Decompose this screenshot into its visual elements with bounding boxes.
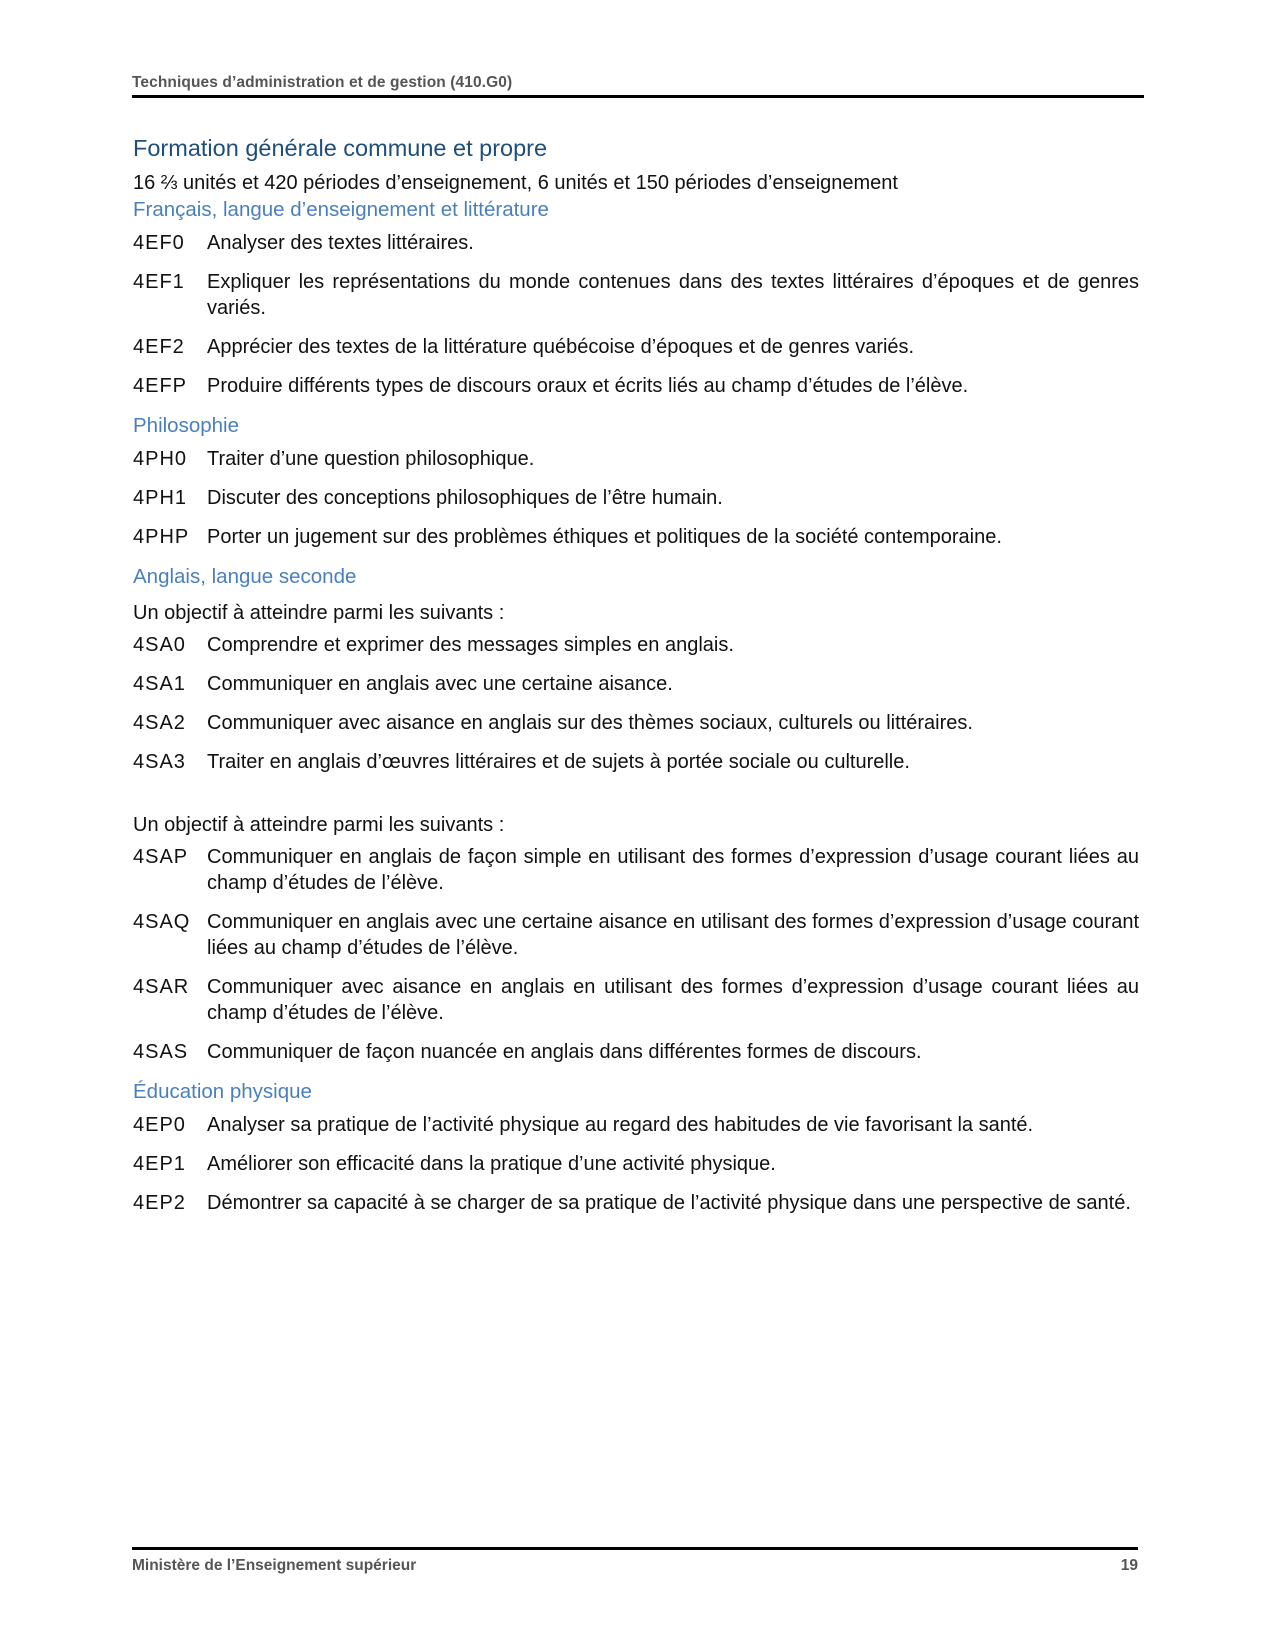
course-code: 4EF1 [133, 271, 185, 293]
course-list-anglais-2 [133, 844, 1139, 1065]
page-content [133, 132, 1139, 1229]
course-text: Améliorer son efficacité dans la pratique d’une activité physique. [207, 1153, 776, 1175]
course-code: 4SAR [133, 976, 190, 998]
section-title-education-physique: Éducation physique [133, 1080, 312, 1103]
course-item [133, 1151, 1139, 1177]
course-item [133, 1112, 1139, 1138]
page-number: 19 [1120, 1557, 1138, 1574]
course-text: Démontrer sa capacité à se charger de sa pratique de l’activité physique dans une perspective de santé. [207, 1192, 1131, 1214]
course-code: 4PH0 [133, 448, 188, 470]
main-title: Formation générale commune et propre [133, 135, 548, 161]
course-item [133, 909, 1139, 961]
course-list-education-physique [133, 1112, 1139, 1216]
course-item [133, 974, 1139, 1026]
course-code: 4SA0 [133, 634, 186, 656]
course-text: Communiquer avec aisance en anglais sur des thèmes sociaux, culturels ou littéraires. [207, 712, 973, 734]
section-philosophie [133, 412, 1139, 550]
course-text: Apprécier des textes de la littérature québécoise d’époques et de genres variés. [207, 336, 915, 358]
section-education-physique [133, 1078, 1139, 1216]
course-text: Communiquer en anglais de façon simple en utilisant des formes d’expression d’usage courant liées au champ d’études de l’élève. [207, 846, 1139, 894]
course-code: 4EP0 [133, 1114, 186, 1136]
units-summary: 16 ⅔ unités et 420 périodes d’enseignement, 6 unités et 150 périodes d’enseignement [133, 172, 898, 194]
course-text: Analyser sa pratique de l’activité physique au regard des habitudes de vie favorisant la santé. [207, 1114, 1034, 1136]
course-code: 4EFP [133, 375, 188, 397]
course-code: 4SA3 [133, 751, 186, 773]
course-code: 4SAS [133, 1041, 189, 1063]
course-code: 4PH1 [133, 487, 188, 509]
course-item [133, 1039, 1139, 1065]
course-text: Comprendre et exprimer des messages simples en anglais. [207, 634, 734, 656]
course-item [133, 632, 1139, 658]
header-rule [132, 95, 1144, 98]
course-list-francais [133, 230, 1139, 399]
section-title-francais: Français, langue d’enseignement et littérature [133, 198, 549, 221]
course-text: Produire différents types de discours oraux et écrits liés au champ d’études de l’élève. [207, 375, 969, 397]
course-list-philosophie [133, 446, 1139, 550]
course-text: Traiter en anglais d’œuvres littéraires et de sujets à portée sociale ou culturelle. [207, 751, 910, 773]
course-code: 4SAP [133, 846, 189, 868]
course-text: Communiquer en anglais avec une certaine aisance. [207, 673, 673, 695]
section-title-anglais: Anglais, langue seconde [133, 565, 357, 588]
footer-row [132, 1557, 1138, 1575]
course-text: Analyser des textes littéraires. [207, 232, 474, 254]
course-code: 4SA2 [133, 712, 186, 734]
course-code: 4EP1 [133, 1153, 186, 1175]
course-item [133, 334, 1139, 360]
course-item [133, 446, 1139, 472]
course-code: 4EP2 [133, 1192, 186, 1214]
course-item [133, 671, 1139, 697]
course-list-anglais-1 [133, 632, 1139, 775]
course-item [133, 749, 1139, 775]
section-anglais [133, 563, 1139, 1065]
course-item [133, 844, 1139, 896]
course-item [133, 373, 1139, 399]
course-text: Discuter des conceptions philosophiques de l’être humain. [207, 487, 723, 509]
course-item [133, 524, 1139, 550]
course-text: Communiquer avec aisance en anglais en utilisant des formes d’expression d’usage courant liées au champ d’études de l’élève. [207, 976, 1139, 1024]
course-text: Expliquer les représentations du monde contenues dans des textes littéraires d’époques et de genres variés. [207, 271, 1139, 319]
course-item [133, 230, 1139, 256]
footer-publisher: Ministère de l’Enseignement supérieur [132, 1557, 417, 1574]
course-code: 4EF0 [133, 232, 185, 254]
anglais-intro-2: Un objectif à atteindre parmi les suivants : [133, 814, 505, 836]
section-title-philosophie: Philosophie [133, 414, 239, 437]
header-title: Techniques d’administration et de gestion (410.G0) [132, 74, 513, 91]
course-code: 4SA1 [133, 673, 186, 695]
page-header [132, 74, 1144, 92]
course-text: Communiquer en anglais avec une certaine aisance en utilisant des formes d’expression d’usage courant liées au champ d’études de l’élève. [207, 911, 1139, 959]
course-code: 4EF2 [133, 336, 185, 358]
course-item [133, 485, 1139, 511]
anglais-intro-1: Un objectif à atteindre parmi les suivants : [133, 602, 505, 624]
section-francais [133, 196, 1139, 399]
course-text: Communiquer de façon nuancée en anglais dans différentes formes de discours. [207, 1041, 922, 1063]
course-item [133, 710, 1139, 736]
course-text: Traiter d’une question philosophique. [207, 448, 535, 470]
course-code: 4PHP [133, 526, 190, 548]
course-code: 4SAQ [133, 911, 191, 933]
course-item [133, 269, 1139, 321]
course-text: Porter un jugement sur des problèmes éthiques et politiques de la société contemporaine. [207, 526, 1002, 548]
footer-rule [132, 1547, 1138, 1550]
course-item [133, 1190, 1139, 1216]
